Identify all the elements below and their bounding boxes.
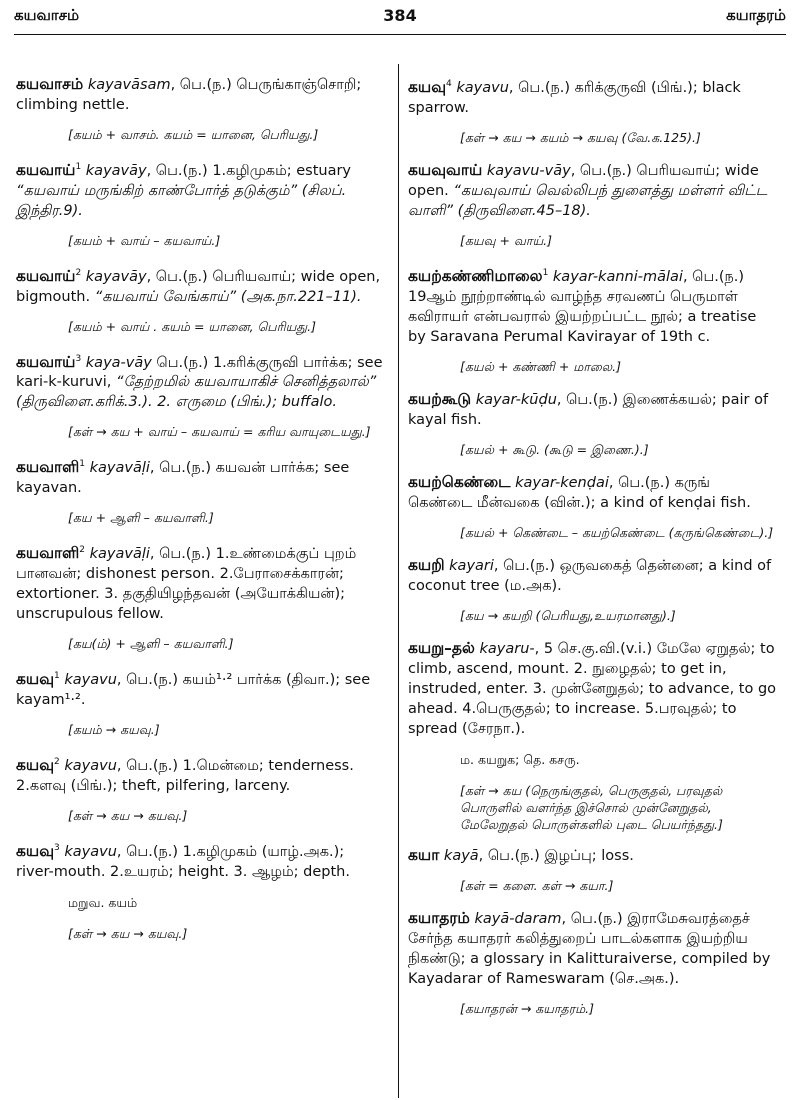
etymology-note: [கயம் + வாசம். கயம் = யானை, பெரியது.] <box>68 127 319 142</box>
transliteration: kayavu <box>456 79 509 96</box>
etymology-note: [கய(ம்) + ஆளி – கயவாளி.] <box>68 636 234 652</box>
etymology-note: [கயவு + வாய்.] <box>460 232 553 248</box>
homonym-number: 1 <box>54 671 60 682</box>
homonym-number: 2 <box>75 267 82 278</box>
dictionary-entry <box>16 349 386 413</box>
headword: கயவாய் <box>16 266 76 285</box>
dictionary-entry <box>408 389 778 430</box>
headword: கயவு <box>16 669 55 688</box>
dictionary-entry <box>16 838 386 882</box>
transliteration: kayā <box>443 847 479 864</box>
definition: பெ.(ந.) 1.கரிக்குருவி பார்க்க; see kari-k-kuruvi, <box>16 354 383 391</box>
headword: கயவு <box>16 841 55 860</box>
etymology-note: [கயம் + வாய் – கயவாய்.] <box>68 232 221 248</box>
headword: கயறி <box>408 555 445 574</box>
etymology-note: [கய + ஆளி – கயவாளி.] <box>68 510 214 526</box>
dictionary-entry <box>408 638 778 739</box>
transliteration: kayavu <box>64 671 117 688</box>
synonym-line: மறுவ. கயம் <box>68 894 138 910</box>
dictionary-entry <box>16 454 386 498</box>
entry-block <box>16 263 386 335</box>
transliteration: kayavāḷi <box>89 546 150 563</box>
etymology-note: [கள் → கய (நெருங்குதல், பெருகுதல், பரவுதல் பொருளில் வளர்ந்த இச்சொல் முன்னேறுதல், மேலேறுதல் பொருள்களில் புடை பெயர்ந்தது.] <box>460 782 723 832</box>
definition: , பெ.(ந.) பெரியவாய்; wide open, bigmouth. <box>16 268 381 305</box>
column-divider <box>398 64 399 1098</box>
citation-quote: “கயவாய் வேங்காய்” (அக.நா.221–11). <box>94 288 362 305</box>
etymology-note: [கள் → கய → கயவு.] <box>68 925 188 941</box>
dictionary-entry <box>16 74 386 115</box>
definition: , பெ.(ந.) கருங் கெண்டை மீன்வகை (வின்.); a kind of kenḍai fish. <box>408 474 751 511</box>
etymology-note: [கயல் + கூடு. (கூடு = இணை.).] <box>460 441 649 457</box>
dictionary-entry <box>16 752 386 796</box>
definition: , பெ.(ந.) இராமேசுவரத்தைச் சேர்ந்த கயாதரர் கலித்துறைப் பாடல்களாக இயற்றிய நிகண்டு; a glossary in Kalitturaiverse, compiled by Kayadarar of Rameswaram (செ.அக.). <box>408 910 771 987</box>
definition: , பெ.(ந.) 19ஆம் நூற்றாண்டில் வாழ்ந்த சரவணப் பெருமாள் கவிராயர் என்பவரால் இயற்றப்பட்ட நூல்; a treatise by Saravana Perumal Kavirayar of 19th c. <box>408 268 757 345</box>
dictionary-entry <box>16 540 386 624</box>
entry-block <box>408 638 778 833</box>
etymology-note: [கள் = களை. கள் → கயா.] <box>460 877 614 893</box>
homonym-number: 1 <box>79 459 86 470</box>
transliteration: kayavu <box>64 757 117 774</box>
transliteration: kayavāsam <box>87 77 171 93</box>
page-number: 384 <box>383 6 417 25</box>
headword: கயா <box>408 845 440 864</box>
headword: கயற்கூடு <box>408 389 472 408</box>
header-rule <box>14 34 786 35</box>
headword: கயாதரம் <box>408 908 470 927</box>
citation-quote: “கயவுவாய் வெல்லிபந் துளைத்து மள்ளர் விட்ட வாளி” (திருவிளை.45–18). <box>408 182 768 219</box>
definition: , பெ.(ந.) இணைக்கயல்; pair of kayal fish. <box>408 391 769 428</box>
entry-block <box>16 157 386 249</box>
headword: கயவு <box>408 77 447 96</box>
transliteration: kaya-vāy <box>85 354 152 371</box>
entry-block <box>408 74 778 146</box>
dictionary-entry <box>16 263 386 307</box>
definition: , பெ.(ந.) 1.மென்மை; tenderness. 2.களவு (பிங்.); theft, pilfering, larceny. <box>16 757 354 794</box>
entry-block <box>16 349 386 441</box>
definition: , பெ.(ந.) 1.கழிமுகம் (யாழ்.அக.); river-mouth. 2.உயரம்; height. 3. ஆழம்; depth. <box>16 843 350 880</box>
header-last-word: கயாதரம் <box>726 6 786 24</box>
dictionary-entry <box>408 160 778 221</box>
definition: , பெ.(ந.) ஒருவகைத் தென்னை; a kind of coconut tree (ம.அக). <box>408 557 772 594</box>
etymology-note: [கயம் + வாய் . கயம் = யானை, பெரியது.] <box>68 318 316 334</box>
transliteration: kayavāy <box>85 162 147 179</box>
etymology-note: [கள் → கய → கயவு.] <box>68 807 188 823</box>
transliteration: kayar-kanni-mālai <box>552 268 683 285</box>
dictionary-entry <box>408 472 778 513</box>
etymology-note: [கயல் + கண்ணி + மாலை.] <box>460 358 621 374</box>
transliteration: kayar-kenḍai <box>515 474 609 491</box>
definition: , பெ.(ந.) கரிக்குருவி (பிங்.); black sparrow. <box>408 79 741 116</box>
dictionary-entry <box>408 555 778 596</box>
homonym-number: 3 <box>75 353 82 364</box>
etymology-note: [கயம் → கயவு.] <box>68 721 160 737</box>
transliteration: kayavāḷi <box>89 460 150 477</box>
homonym-number: 1 <box>75 162 82 172</box>
definition: , பெ.(ந.) இழப்பு; loss. <box>478 847 634 864</box>
definition: , பெ.(ந.) பெரியவாய்; wide open. <box>408 162 759 199</box>
dictionary-entry <box>408 908 778 989</box>
definition: , பெ.(ந.) பெருங்காஞ்சொறி; climbing nettle. <box>16 77 362 113</box>
homonym-number: 1 <box>542 267 549 278</box>
definition: , பெ.(ந.) 1.கழிமுகம்; estuary <box>146 162 352 179</box>
homonym-number: 4 <box>446 79 452 89</box>
right-column <box>408 74 778 1031</box>
entry-block <box>16 540 386 652</box>
left-column <box>16 74 386 956</box>
dictionary-entry <box>408 845 778 866</box>
headword: கயவாளி <box>16 544 80 563</box>
transliteration: kayavu-vāy <box>486 162 571 179</box>
definition: , 5 செ.கு.வி.(v.i.) மேலே ஏறுதல்; to climb, ascend, mount. 2. நுழைதல்; to get in, instruded, enter. 3. முன்னேறுதல்; to advance, to go ahead. 4.பெருகுதல்; to increase. 5.பரவுதல்; to spread (சேரநா.). <box>408 640 777 737</box>
dictionary-entry <box>408 263 778 347</box>
headword: கயற்கெண்டை <box>408 472 511 491</box>
entry-block <box>408 263 778 375</box>
transliteration: kayavu <box>64 843 117 860</box>
entry-block <box>16 666 386 738</box>
entry-block <box>16 74 386 143</box>
entry-block <box>408 160 778 249</box>
homonym-number: 2 <box>54 756 60 767</box>
etymology-note: [கயல் + கெண்டை – கயற்கெண்டை (கருங்கெண்டை).] <box>460 524 774 540</box>
dictionary-entry <box>16 666 386 710</box>
headword: கயவாய் <box>16 160 76 179</box>
entry-block <box>16 454 386 526</box>
dictionary-entry <box>16 157 386 221</box>
entry-block <box>16 838 386 942</box>
transliteration: kayari <box>449 557 494 574</box>
etymology-note: [கய → கயறி (பெரியது,உயரமானது).] <box>460 607 676 623</box>
entry-block <box>408 845 778 894</box>
page-header <box>14 6 786 36</box>
entry-block <box>408 389 778 458</box>
headword: கயற்கண்ணிமாலை <box>408 266 543 285</box>
entry-block <box>408 472 778 541</box>
definition: , பெ.(ந.) 1.உண்மைக்குப் புறம் பானவன்; dishonest person. 2.பேராசைக்காரன்; extortioner. 3. தகுதியிழந்தவன் (அயோக்கியன்); unscrupulous fellow. <box>16 546 357 623</box>
header-first-word: கயவாசம் <box>14 6 80 24</box>
definition: , பெ.(ந.) கயவன் பார்க்க; see kayavan. <box>16 460 350 497</box>
headword: கயவாசம் <box>16 75 84 93</box>
entry-block <box>408 908 778 1017</box>
transliteration: kayavāy <box>85 268 147 285</box>
etymology-note: [கயாதரன் → கயாதரம்.] <box>460 1000 595 1016</box>
definition: , பெ.(ந.) கயம்¹·² பார்க்க (திவா.); see kayam¹·². <box>16 671 371 708</box>
headword: கயவாய் <box>16 352 76 371</box>
transliteration: kayaru- <box>479 640 535 657</box>
dictionary-entry <box>408 74 778 118</box>
entry-block <box>16 752 386 824</box>
headword: கயவு <box>16 755 55 774</box>
etymology-note: [கள் → கய + வாய் – கயவாய் = கரிய வாயுடையது.] <box>68 424 371 440</box>
transliteration: kayā-daram <box>474 910 562 927</box>
citation-quote: “தேற்றமில் கயவாயாகிச் செனித்தலால்” (திருவிளை.கரிக்.3.). 2. எருமை (பிங்.); buffalo. <box>16 374 377 411</box>
transliteration: kayar-kūḍu <box>475 391 557 408</box>
citation-quote: “கயவாய் மருங்கிற் காண்போர்த் தடுக்கும்” (சிலப். இந்திர.9). <box>16 182 347 219</box>
headword: கயறு–தல் <box>408 638 475 657</box>
headword: கயவுவாய் <box>408 160 483 179</box>
headword: கயவாளி <box>16 458 80 477</box>
cognates-line: ம. கயறுக; தெ. கசரு. <box>460 751 580 767</box>
homonym-number: 2 <box>79 545 86 556</box>
homonym-number: 3 <box>54 842 60 853</box>
entry-block <box>408 555 778 624</box>
etymology-note: [கள் → கய → கயம் → கயவு (வே.க.125).] <box>460 129 701 145</box>
